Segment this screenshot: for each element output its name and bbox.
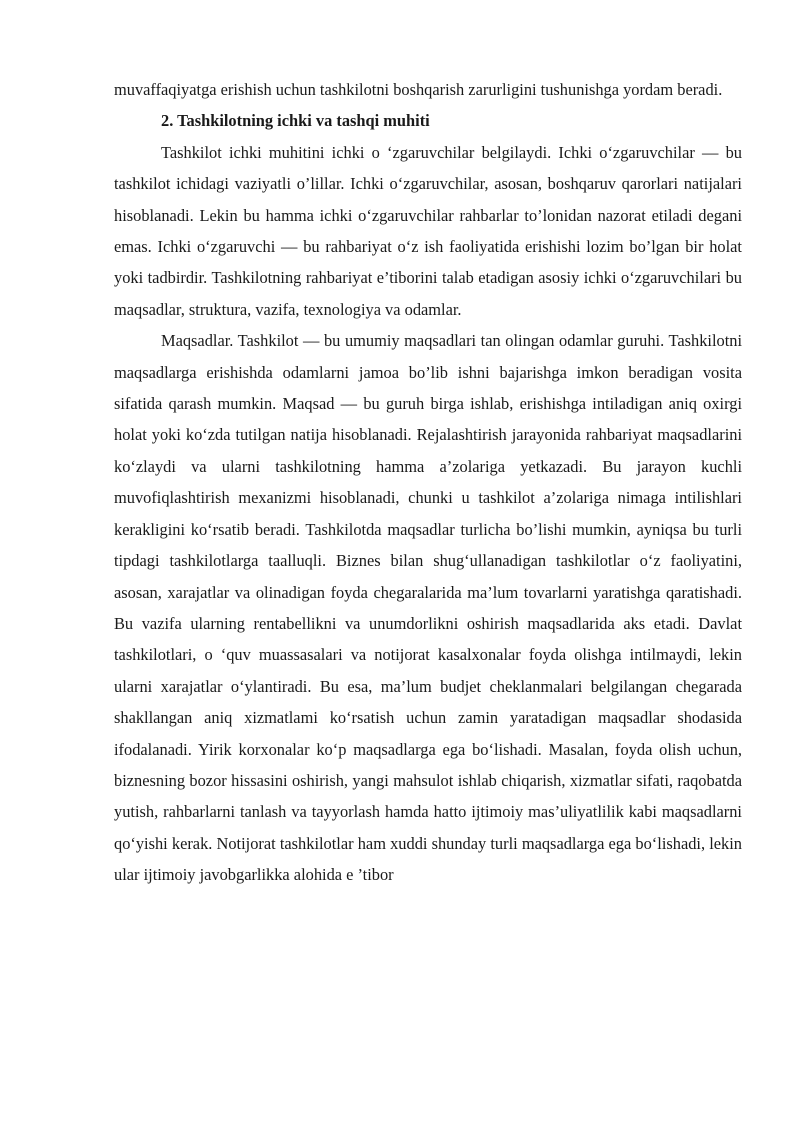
paragraph-continuation: muvaffaqiyatga erishish uchun tashkilotni boshqarish zarurligini tushunishga yordam beradi.	[114, 80, 723, 99]
paragraph-internal-environment: Tashkilot ichki muhitini ichki o ‘zgaruvchilar belgilaydi. Ichki o‘zgaruvchilar — bu tashkilot ichidagi vaziyatli o’lillar. Ichki o‘zgaruvchilar, asosan, boshqaruv qarorlari natijalari hisoblanadi. Lekin bu hamma ichki o‘zgaruvchilar rahbarlar to’lonidan nazorat etiladi degani emas. Ichki o‘zgaruvchi — bu rahbariyat o‘z ish faoliyatida erishishi lozim bo’lgan bir holat yoki tadbirdir. Tashkilotning rahbariyat e’tiborini talab etadigan asosiy ichki o‘zgaruvchilari bu maqsadlar, struktura, vazifa, texnologiya va odamlar.	[114, 142, 742, 319]
document-page	[114, 74, 742, 891]
section-heading: 2. Tashkilotning ichki va tashqi muhiti	[161, 111, 430, 131]
paragraph-goals: Maqsadlar. Tashkilot — bu umumiy maqsadlari tan olingan odamlar guruhi. Tashkilotni maqsadlarga erishishda odamlarni jamoa bo’lib ishni bajarishga imkon beradigan vosita sifatida qarash mumkin. Maqsad — bu guruh birga ishlab, erishishga intiladigan aniq oxirgi holat yoki ko‘zda tutilgan natija hisoblanadi. Rejalashtirish jarayonida rahbariyat maqsadlarini ko‘zlaydi va ularni tashkilotning hamma a’zolariga yetkazadi. Bu jarayon kuchli muvofiqlashtirish mexanizmi hisoblanadi, chunki u tashkilot a’zolariga nimaga intilishlari kerakligini ko‘rsatib beradi. Tashkilotda maqsadlar turlicha bo’lishi mumkin, ayniqsa bu turli tipdagi tashkilotlarga taalluqli. Biznes bilan shug‘ullanadigan tashkilotlar o‘z faoliyatini, asosan, xarajatlar va olinadigan foyda chegaralarida ma’lum tovarlarni yaratishga qaratishadi. Bu vazifa ularning rentabellikni va unumdorlikni oshirish maqsadlarida aks etadi. Davlat tashkilotlari, o ‘quv muassasalari va notijorat kasalxonalar foyda olishga intilmaydi, lekin ularni xarajatlar o‘ylantiradi. Bu esa, ma’lum budjet cheklanmalari belgilangan chegarada shakllangan aniq xizmatlami ko‘rsatish uchun zamin yaratadigan maqsadlar shodasida ifodalanadi. Yirik korxonalar ko‘p maqsadlarga ega bo‘lishadi. Masalan, foyda olish uchun, biznesning bozor hissasini oshirish, yangi mahsulot ishlab chiqarish, xizmatlar sifati, raqobatda yutish, rahbarlarni tanlash va tayyorlash hamda hatto ijtimoiy mas’uliyatlilik kabi maqsadlarni qo‘yishi kerak. Notijorat tashkilotlar ham xuddi shunday turli maqsadlarga ega bo‘lishadi, lekin ular ijtimoiy javobgarlikka alohida e ’tibor	[114, 331, 742, 885]
